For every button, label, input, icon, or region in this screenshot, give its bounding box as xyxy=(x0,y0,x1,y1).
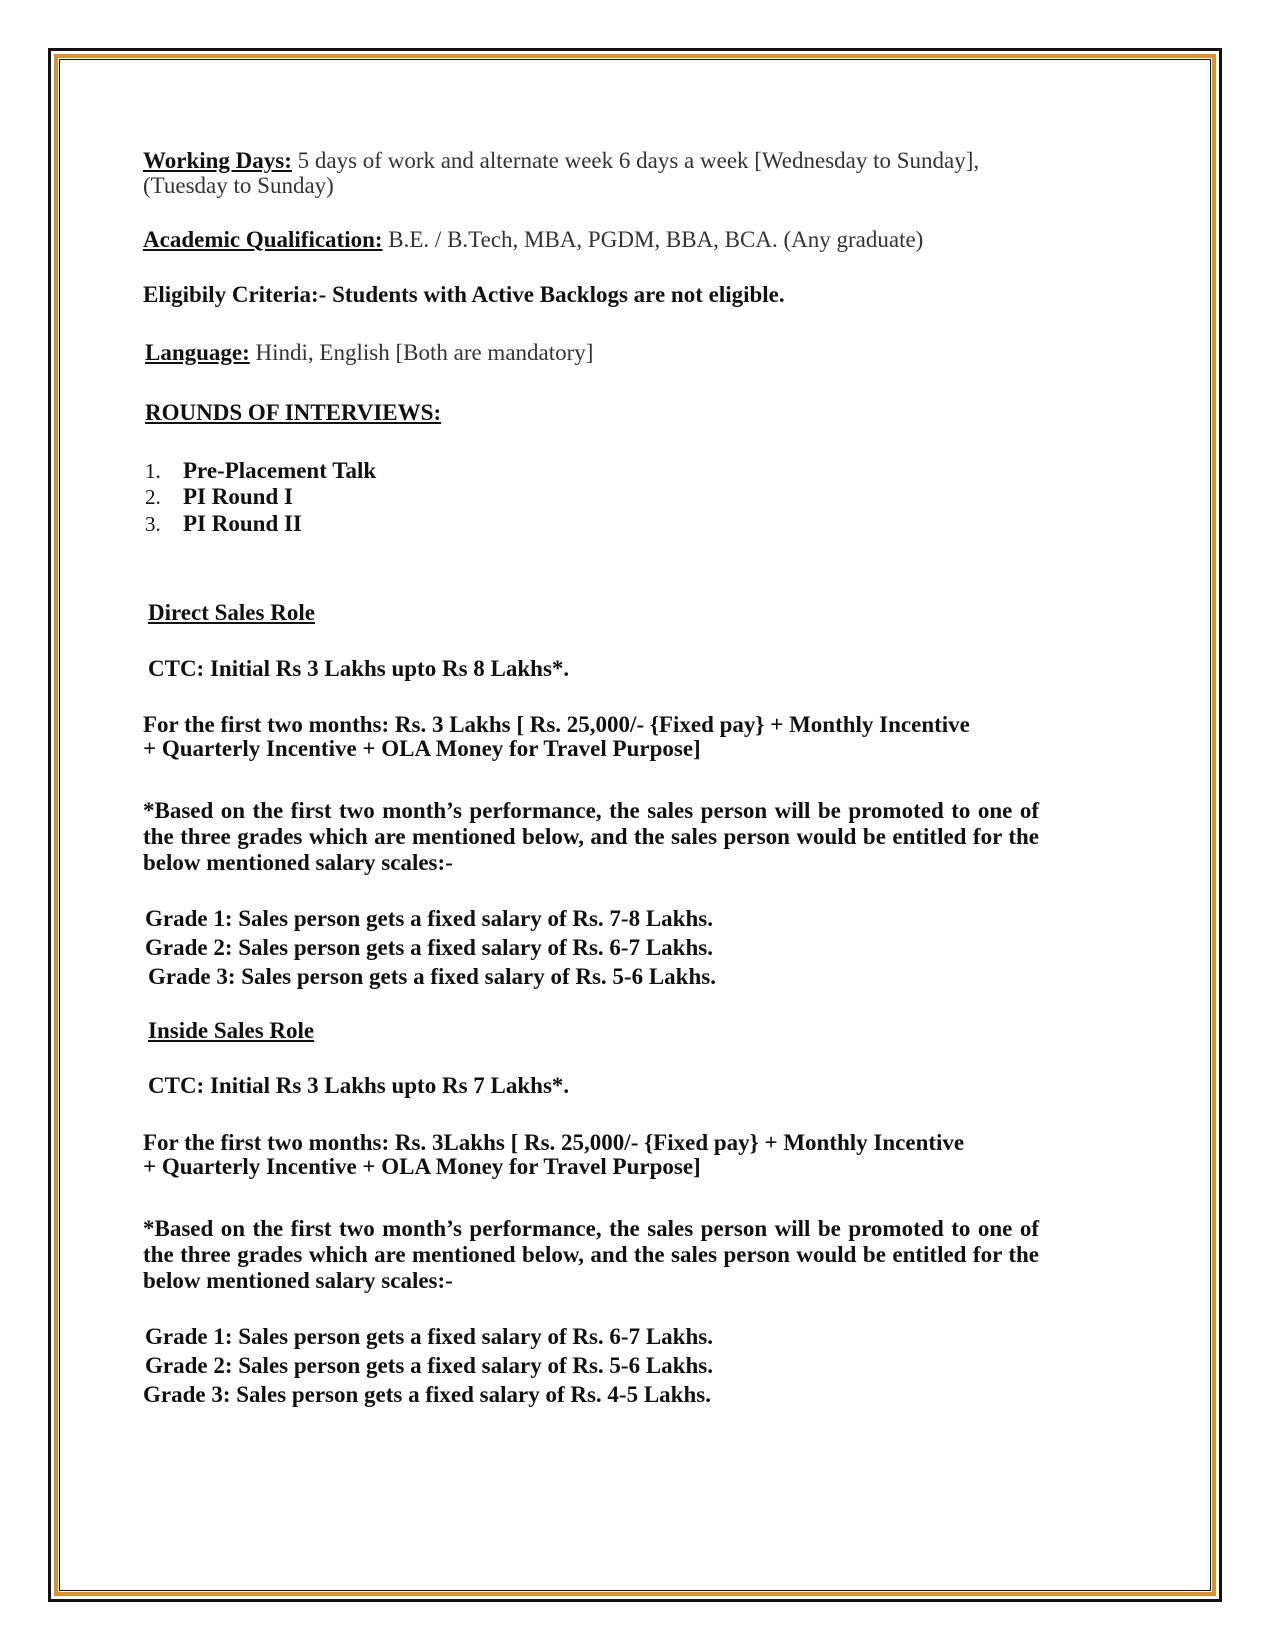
inside-sales-grade-1: Grade 1: Sales person gets a fixed salary of Rs. 6-7 Lakhs. xyxy=(145,1324,713,1349)
direct-sales-first-two-line2: + Quarterly Incentive + OLA Money for Travel Purpose] xyxy=(143,736,701,761)
eligibility-criteria: Eligibily Criteria:- Students with Active Backlogs are not eligible. xyxy=(143,282,785,307)
academic-label: Academic Qualification: xyxy=(143,227,383,252)
direct-sales-first-two-line1: For the first two months: Rs. 3 Lakhs [ Rs. 25,000/- {Fixed pay} + Monthly Incentive xyxy=(143,712,970,737)
inside-sales-promotion-note: *Based on the first two month’s performance, the sales person will be promoted to one of the three grades which are mentioned below, and the sales person would be entitled for the below mentioned salary scales:- xyxy=(143,1216,1039,1293)
direct-sales-grade-3: Grade 3: Sales person gets a fixed salary of Rs. 5-6 Lakhs. xyxy=(148,964,716,989)
round-number: 2. xyxy=(145,485,161,509)
round-item xyxy=(145,511,302,537)
direct-sales-promotion-note: *Based on the first two month’s performance, the sales person will be promoted to one of the three grades which are mentioned below, and the sales person would be entitled for the below mentioned salary scales:- xyxy=(143,798,1039,875)
working-days-value: 5 days of work and alternate week 6 days a week [Wednesday to Sunday], xyxy=(297,148,980,173)
language-label: Language: xyxy=(145,340,250,365)
round-number: 1. xyxy=(145,459,161,483)
language-value: Hindi, English [Both are mandatory] xyxy=(255,340,594,365)
inside-sales-heading: Inside Sales Role xyxy=(148,1018,315,1043)
round-text: PI Round I xyxy=(183,484,293,509)
direct-sales-heading: Direct Sales Role xyxy=(148,600,315,625)
round-item xyxy=(145,458,376,484)
academic-qualification xyxy=(143,227,923,253)
rounds-heading: ROUNDS OF INTERVIEWS: xyxy=(145,400,442,425)
working-days-label: Working Days: xyxy=(143,148,292,173)
direct-sales-grade-1: Grade 1: Sales person gets a fixed salary of Rs. 7-8 Lakhs. xyxy=(145,906,713,931)
inside-sales-grade-3: Grade 3: Sales person gets a fixed salary of Rs. 4-5 Lakhs. xyxy=(143,1382,711,1407)
inside-sales-first-two-line2: + Quarterly Incentive + OLA Money for Travel Purpose] xyxy=(143,1154,701,1179)
working-days-line2: (Tuesday to Sunday) xyxy=(143,173,334,198)
direct-sales-grade-2: Grade 2: Sales person gets a fixed salary of Rs. 6-7 Lakhs. xyxy=(145,935,713,960)
round-text: PI Round II xyxy=(183,511,302,536)
inside-sales-grade-2: Grade 2: Sales person gets a fixed salary of Rs. 5-6 Lakhs. xyxy=(145,1353,713,1378)
round-item xyxy=(145,484,293,510)
round-number: 3. xyxy=(145,512,161,536)
inside-sales-ctc: CTC: Initial Rs 3 Lakhs upto Rs 7 Lakhs*. xyxy=(148,1073,570,1098)
direct-sales-ctc: CTC: Initial Rs 3 Lakhs upto Rs 8 Lakhs*. xyxy=(148,656,570,681)
language xyxy=(145,340,593,366)
working-days-line1 xyxy=(143,148,979,174)
round-text: Pre-Placement Talk xyxy=(183,458,377,483)
academic-value: B.E. / B.Tech, MBA, PGDM, BBA, BCA. (Any graduate) xyxy=(388,227,924,252)
inside-sales-first-two-line1: For the first two months: Rs. 3Lakhs [ Rs. 25,000/- {Fixed pay} + Monthly Incentive xyxy=(143,1130,965,1155)
